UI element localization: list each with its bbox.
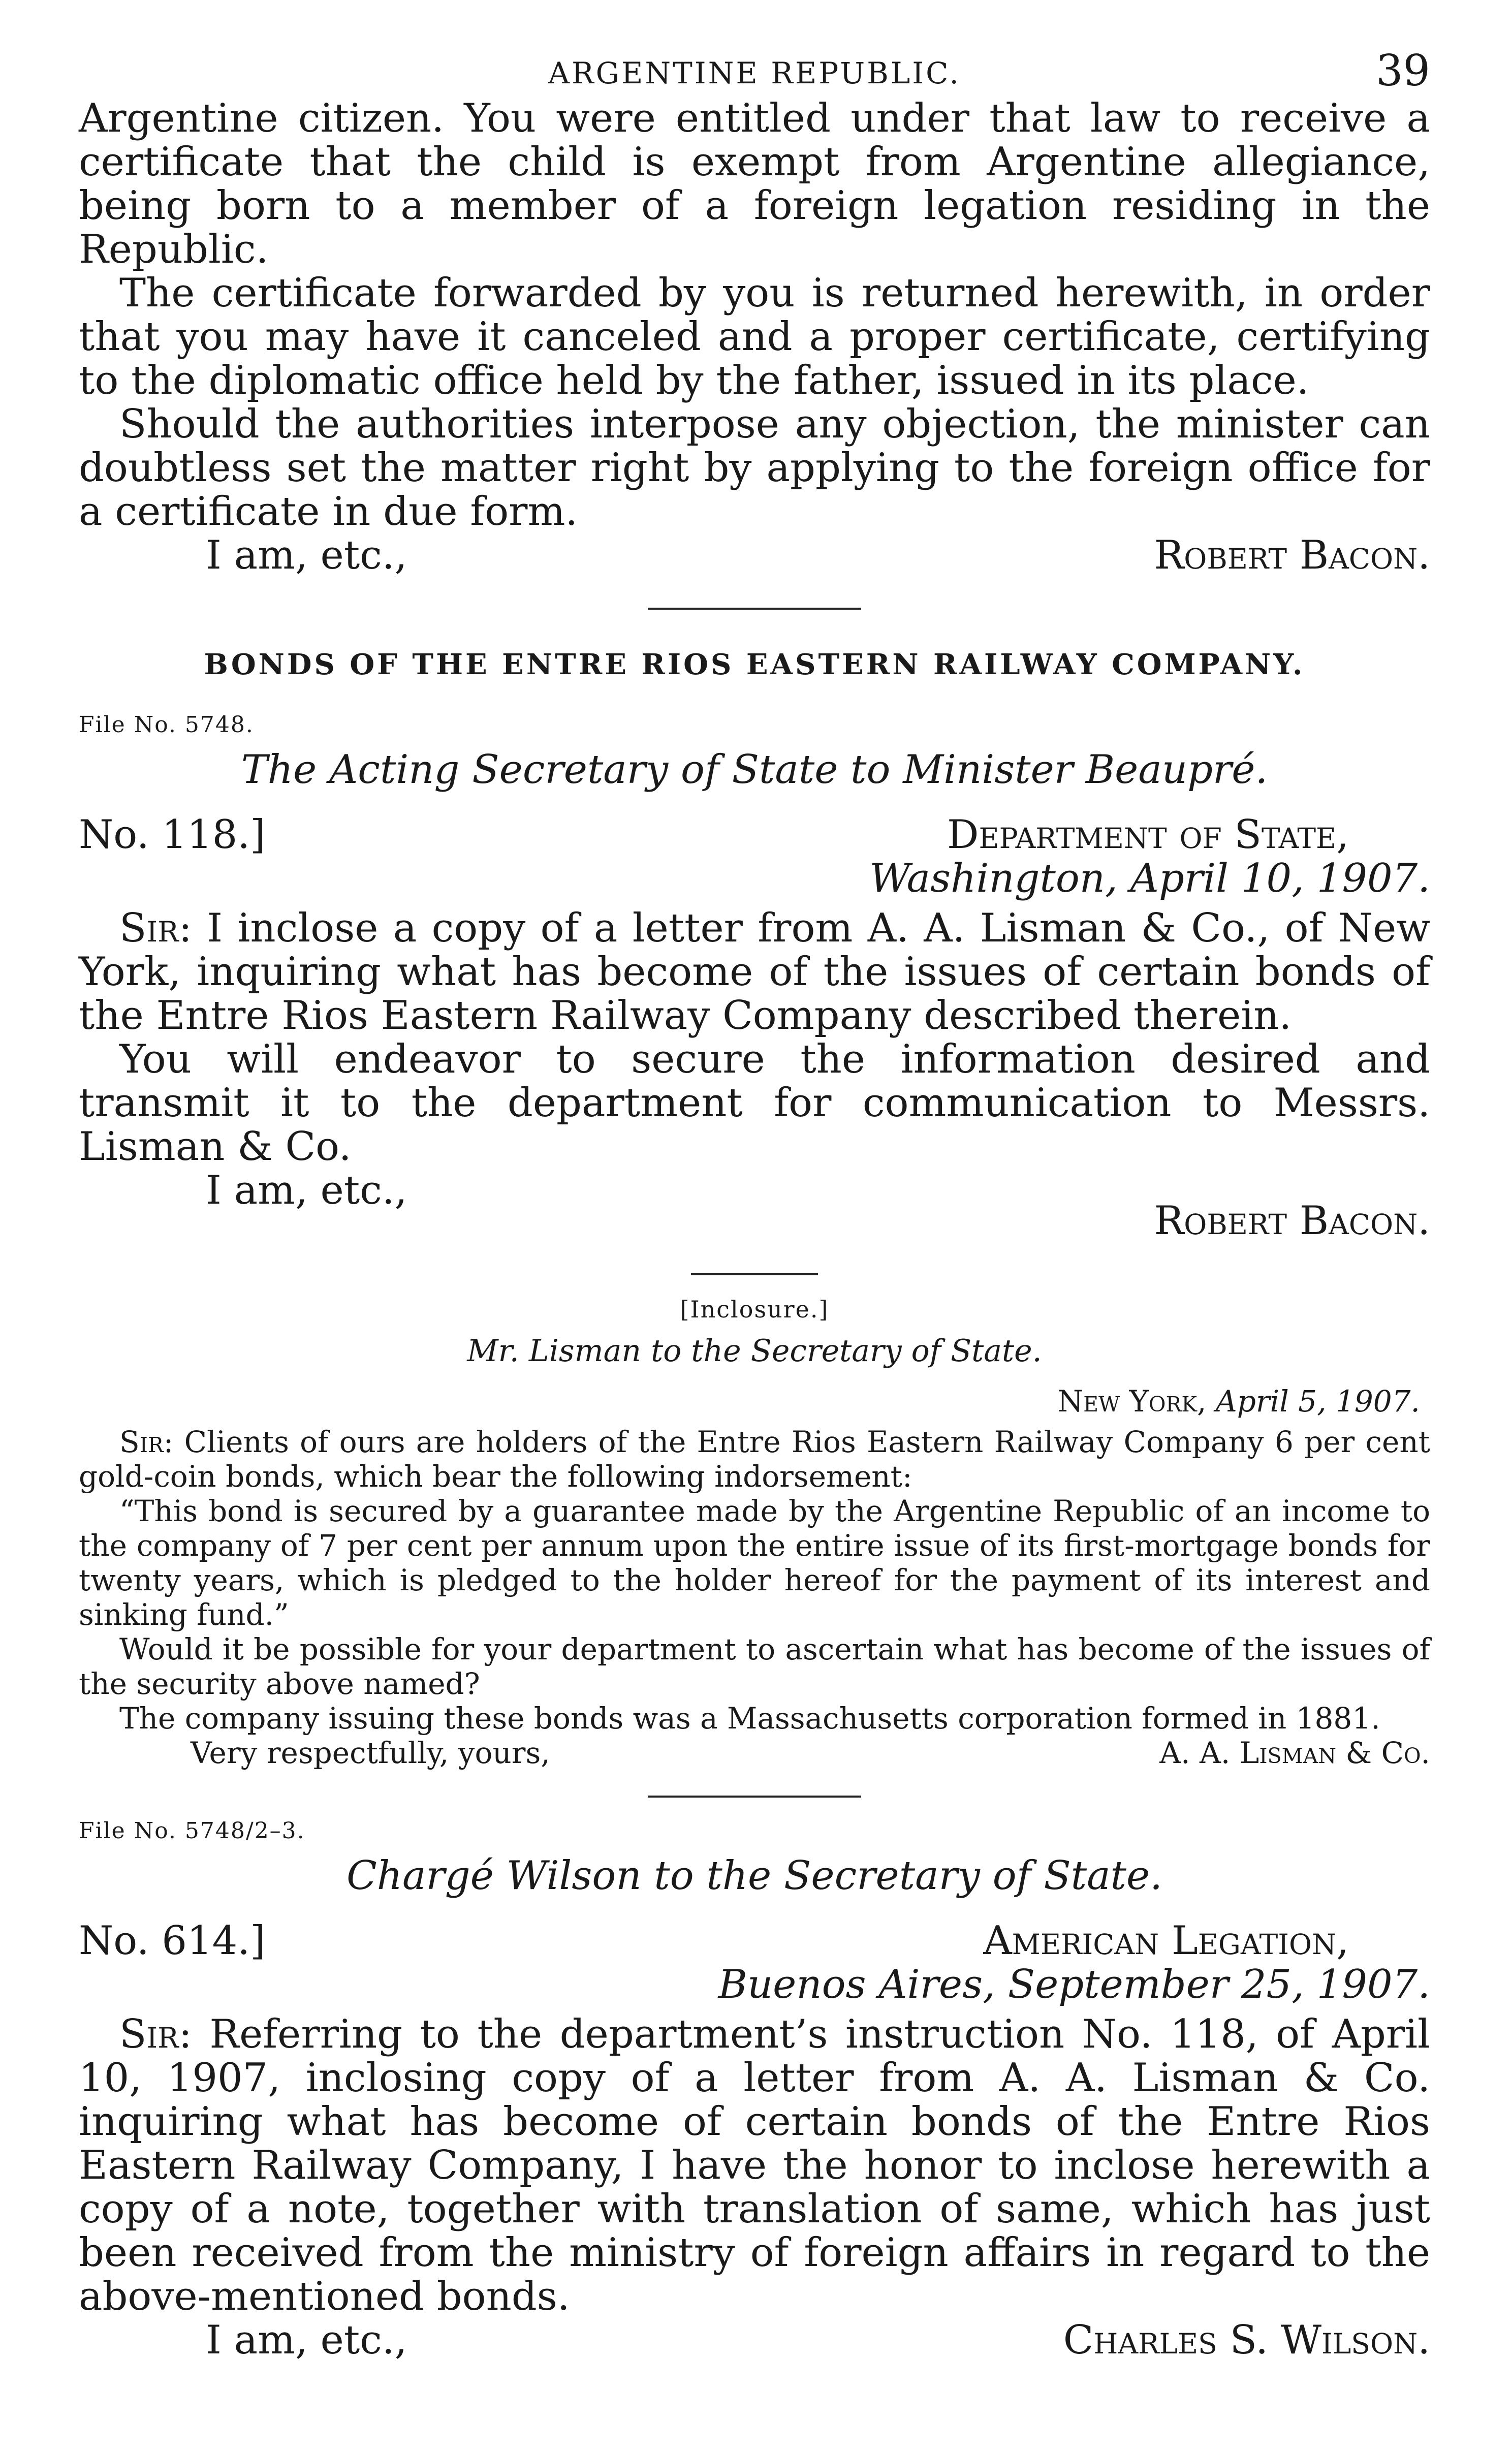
paragraph (79, 906, 1430, 1037)
salutation: Sir: (119, 1425, 174, 1459)
document-page (79, 41, 1430, 2362)
closing-text: I am, etc., (206, 2317, 407, 2363)
signature: Robert Bacon. (1154, 532, 1430, 578)
paragraph: The certificate forwarded by you is returned herewith, in order that you may have it canceled and a proper certificate, certifying to the diplomatic office held by the father, issued in its place. (79, 270, 1430, 403)
closing-row (79, 533, 1430, 577)
section-title: BONDS OF THE ENTRE RIOS EASTERN RAILWAY COMPANY. (204, 648, 1305, 681)
closing-text: Very respectfully, yours, (191, 1736, 550, 1770)
salutation: Sir: (119, 2011, 192, 2057)
inclosure-label: [Inclosure.] (680, 1296, 829, 1323)
paragraph: The company issuing these bonds was a Massachusetts corporation formed in 1881. (119, 1701, 1380, 1736)
closing-row (79, 1169, 1430, 1243)
signature: Robert Bacon. (1154, 1198, 1430, 1244)
dateline-row (79, 813, 1430, 857)
running-header (79, 41, 1430, 97)
paragraph-text: I inclose a copy of a letter from A. A. Lisman & Co., of New York, inquiring what has become of the issues of certain bonds of the Entre Rios Eastern Railway Company described therein. (79, 905, 1430, 1039)
salutation: Sir: (119, 905, 192, 951)
paragraph (79, 1425, 1430, 1494)
paragraph-text: Referring to the department’s instruction No. 118, of April 10, 1907, inclosing copy of a letter from A. A. Lisman & Co. inquiring what has become of certain bonds of the Entre Rios Eastern Railway Company, I have the honor to inclose herewith a copy of a note, together with translation of same, which has just been received from the ministry of foreign affairs in regard to the above-mentioned bonds. (79, 2011, 1431, 2319)
date: April 5, 1907. (1215, 1384, 1420, 1419)
document-heading: Chargé Wilson to the Secretary of State. (346, 1853, 1162, 1899)
paragraph-text: Clients of ours are holders of the Entre Rios Eastern Railway Company 6 per cent gold-coin bonds, which bear the following indorsement: (79, 1425, 1431, 1494)
inclosure-dateline (79, 1384, 1430, 1419)
closing-text: I am, etc., (206, 532, 407, 578)
paragraph: Would it be possible for your department to ascertain what has become of the issues of the security above named? (79, 1632, 1430, 1701)
dateline-row (79, 1919, 1430, 1963)
page-number: 39 (1376, 46, 1430, 96)
paragraph: Should the authorities interpose any objection, the minister can doubtless set the matter right by applying to the foreign office for a certificate in due form. (79, 401, 1430, 534)
closing-text: I am, etc., (206, 1168, 407, 1213)
inclosure-heading: Mr. Lisman to the Secretary of State. (467, 1333, 1042, 1369)
paragraph: Argentine citizen. You were entitled under that law to receive a certificate that the child is exempt from Argentine allegiance, being born to a member of a foreign legation residing in the Republic. (79, 96, 1430, 272)
place: New York, (1057, 1384, 1207, 1419)
paragraph (79, 2012, 1430, 2318)
document-number: No. 118.] (79, 812, 266, 858)
closing-row (79, 2318, 1430, 2362)
place-date: Buenos Aires, September 25, 1907. (718, 1962, 1430, 2007)
place-date: Washington, April 10, 1907. (869, 856, 1430, 901)
running-title: ARGENTINE REPUBLIC. (548, 56, 961, 90)
closing-row (79, 1736, 1430, 1770)
document-heading: The Acting Secretary of State to Minister Beaupré. (241, 747, 1268, 793)
office-name: Department of State, (947, 812, 1349, 858)
paragraph: You will endeavor to secure the information desired and transmit it to the department for communication to Messrs. Lisman & Co. (79, 1036, 1430, 1170)
file-number: File No. 5748. (79, 712, 254, 738)
signature: Charles S. Wilson. (1063, 2317, 1430, 2363)
signature: A. A. Lisman & Co. (1159, 1736, 1430, 1770)
office-name: American Legation, (983, 1918, 1349, 1964)
file-number: File No. 5748/2–3. (79, 1818, 305, 1844)
quoted-paragraph: “This bond is secured by a guarantee made by the Argentine Republic of an income to the company of 7 per cent per annum upon the entire issue of its first-mortgage bonds for twenty years, which is pledged to the holder hereof for the payment of its interest and sinking fund.” (79, 1494, 1430, 1632)
document-number: No. 614.] (79, 1918, 266, 1964)
